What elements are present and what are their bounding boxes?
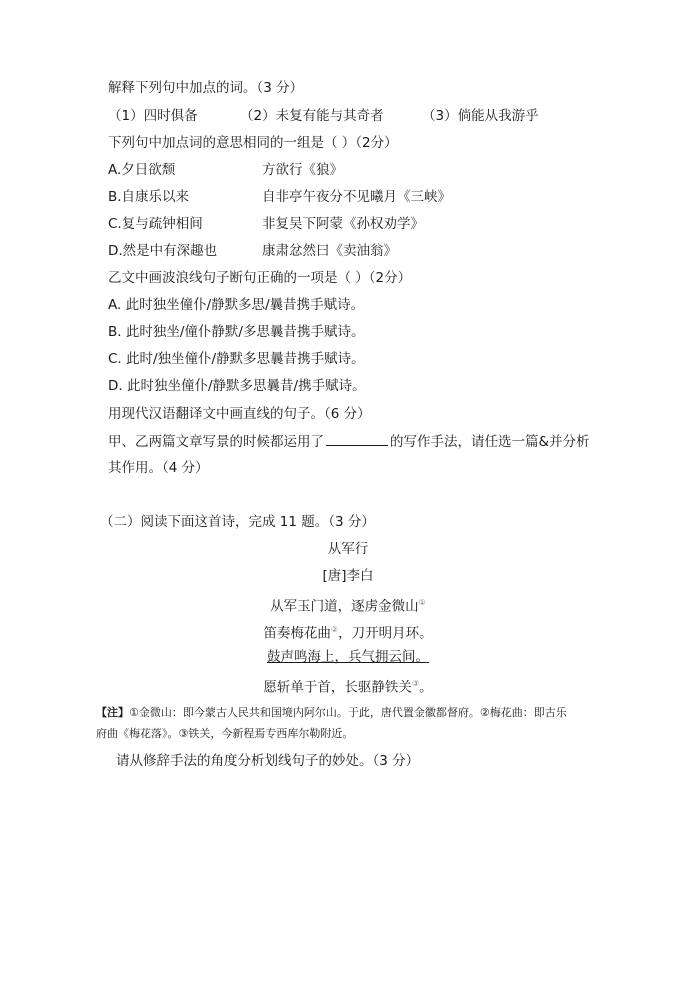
poem-line-4 — [0, 675, 696, 697]
q2-option-a-right: 方欲行《狼》 — [262, 162, 343, 178]
q2-option-b-right: 自非亭午夜分不见曦月《三峡》 — [262, 189, 451, 205]
poem-line-4-text: 愿斩单于首，长驱静铁关 — [263, 679, 412, 696]
poem-line-1 — [0, 594, 696, 616]
footnote-text-1: ①金微山：即今蒙古人民共和国境内阿尔山。于此，唐代置金徽都督府。②梅花曲：即古乐 — [129, 706, 567, 719]
poem-line-1-text: 从军玉门道，逐虏金微山 — [270, 598, 419, 615]
q5-text-before: 甲、乙两篇文章写景的时候都运用了 — [108, 434, 324, 450]
poem-line-3-underlined: 鼓声鸣海上，兵气拥云间。 — [267, 649, 429, 665]
q2-option-c-right: 非复吴下阿蒙《孙权劝学》 — [262, 216, 424, 232]
q3-option-a: A. 此时独坐僮仆/静默多思/曩昔携手赋诗。 — [108, 297, 365, 313]
q2-option-d-right: 康肃忿然曰《卖油翁》 — [262, 243, 397, 259]
poem-author: [唐]李白 — [322, 568, 374, 584]
footnote-label: 【注】 — [96, 706, 129, 719]
footnote-marker-1: ① — [418, 598, 426, 607]
q3-option-d: D. 此时独坐僮仆/静默多思曩昔/携手赋诗。 — [108, 378, 366, 394]
q5-line-2: 其作用。（4 分） — [108, 460, 209, 476]
q2-prompt: 下列句中加点词的意思相同的一组是（ ）（2分） — [108, 135, 398, 151]
q2-option-a-left: A.夕日欲颓 — [108, 162, 176, 178]
q4-prompt: 用现代汉语翻译文中画直线的句子。（6 分） — [108, 406, 371, 422]
q1-item-1: （1）四时俱备 — [108, 108, 198, 124]
q3-prompt: 乙文中画波浪线句子断句正确的一项是（ ）（2分） — [108, 270, 412, 286]
section-2-question: 请从修辞手法的角度分析划线句子的妙处。（3 分） — [116, 753, 420, 769]
footnote-line-2: 府曲《梅花落》。③铁关，今新程焉专西库尔勒附近。 — [96, 727, 354, 740]
footnote-marker-2: ② — [330, 625, 339, 634]
q1-prompt: 解释下列句中加点的词。（3 分） — [108, 80, 304, 96]
poem-line-2-tail: ，刀开明月环。 — [338, 625, 433, 642]
q2-option-d-left: D.然是中有深趣也 — [108, 243, 218, 259]
q1-item-3: （3）倘能从我游乎 — [422, 108, 539, 124]
poem-title: 从军行 — [327, 541, 369, 557]
footnote-marker-3: ③ — [411, 679, 420, 688]
footnote-line-1 — [96, 705, 567, 720]
q5-line-1 — [108, 432, 590, 451]
poem-line-2 — [0, 621, 696, 643]
q3-option-c: C. 此时/独坐僮仆/静默多思曩昔携手赋诗。 — [108, 351, 365, 367]
poem-line-2-text: 笛奏梅花曲 — [263, 625, 331, 642]
q2-option-b-left: B.自康乐以来 — [108, 189, 190, 205]
section-2-heading: （二）阅读下面这首诗，完成 11 题。（3 分） — [100, 514, 375, 530]
q3-option-b: B. 此时独坐/僮仆静默/多思曩昔携手赋诗。 — [108, 324, 365, 340]
q2-option-c-left: C.复与疏钟相间 — [108, 216, 203, 232]
answer-blank[interactable] — [326, 432, 388, 446]
poem-line-4-tail: 。 — [419, 679, 433, 696]
q5-text-after: 的写作手法，请任选一篇&并分析 — [390, 434, 590, 450]
q1-item-2: （2）未复有能与其奇者 — [240, 108, 384, 124]
poem-line-3 — [0, 648, 696, 666]
